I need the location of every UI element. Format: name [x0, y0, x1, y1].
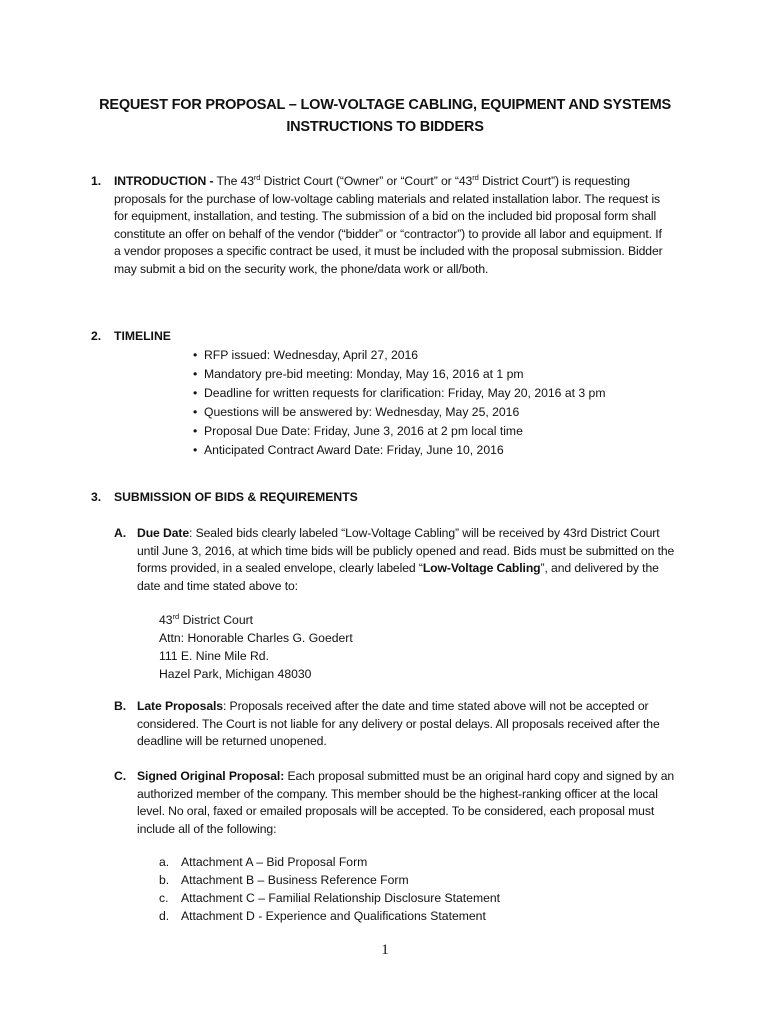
subsection-b-paragraph: Late Proposals: Proposals received after the date and time stated above will not be accepted or considered. The Court is not liable for any delivery or postal delays. All proposals received after the deadline will be returned unopened.: [137, 699, 660, 749]
subsection-c-heading: Signed Original Proposal:: [137, 769, 285, 783]
attachment-item: c. Attachment C – Familial Relationship Disclosure Statement: [159, 891, 501, 905]
subsection-c-paragraph: Signed Original Proposal: Each proposal submitted must be an original hard copy and signed by an authorized member of the company. This member should be the highest-ranking officer at the local level. No oral, faxed or emailed proposals will be accepted. To be considered, each proposal must include all of the following:: [137, 769, 675, 836]
section-1-number: 1.: [91, 174, 102, 188]
bullet-icon: •: [193, 348, 198, 362]
timeline-item: • Anticipated Contract Award Date: Friday, June 10, 2016: [193, 441, 605, 460]
subsection-a-paragraph: Due Date: Sealed bids clearly labeled “Low-Voltage Cabling” will be received by 43rd District Court until June 3, 2016, at which time bids will be publicly opened and read. Bids must be submitted on the forms provided, in a sealed envelope, clearly labeled “Low-Voltage Cabling”, and delivered by the date and time stated above to:: [137, 526, 675, 593]
section-1-paragraph: INTRODUCTION - The 43rd District Court (“Owner” or “Court” or “43rd District Court”) is requesting proposals for the purchase of low-voltage cabling materials and related installation labor. The request is for equipment, installation, and testing. The submission of a bid on the included bid proposal form shall constitute an offer on behalf of the vendor (“bidder” or “contractor”) to provide all labor and equipment. If a vendor proposes a specific contract be used, it must be included with the proposal submission. Bidder may submit a bid on the security work, the phone/data work or all/both.: [114, 172, 663, 276]
subsection-b-heading: Late Proposals: [137, 699, 223, 713]
court-address: [159, 611, 353, 683]
address-line-3: 111 E. Nine Mile Rd.: [159, 649, 269, 663]
attachment-item: b. Attachment B – Business Reference Form: [159, 873, 409, 887]
bullet-icon: •: [193, 443, 198, 457]
section-3-heading: SUBMISSION OF BIDS & REQUIREMENTS: [114, 490, 358, 504]
document-subtitle: INSTRUCTIONS TO BIDDERS: [286, 119, 484, 135]
attachment-item: d. Attachment D - Experience and Qualifications Statement: [159, 909, 486, 923]
document-title: REQUEST FOR PROPOSAL – LOW-VOLTAGE CABLING, EQUIPMENT AND SYSTEMS: [99, 97, 671, 113]
subsection-b-letter: B.: [114, 699, 127, 713]
bullet-icon: •: [193, 386, 198, 400]
timeline-item: • RFP issued: Wednesday, April 27, 2016: [193, 346, 605, 365]
section-3-number: 3.: [91, 490, 102, 504]
section-1-heading: INTRODUCTION -: [114, 174, 214, 188]
address-line-1: 43rd District Court: [159, 611, 254, 627]
section-2-number: 2.: [91, 329, 102, 343]
address-line-2: Attn: Honorable Charles G. Goedert: [159, 631, 353, 645]
timeline-item: • Questions will be answered by: Wednesday, May 25, 2016: [193, 403, 605, 422]
section-2-heading: TIMELINE: [114, 329, 171, 343]
bullet-icon: •: [193, 405, 198, 419]
timeline-item: • Deadline for written requests for clarification: Friday, May 20, 2016 at 3 pm: [193, 384, 605, 403]
timeline-list: [193, 346, 605, 460]
address-line-4: Hazel Park, Michigan 48030: [159, 667, 312, 681]
attachment-list: [159, 853, 500, 925]
subsection-c-letter: C.: [114, 769, 127, 783]
page-number: 1: [381, 942, 389, 958]
subsection-a-letter: A.: [114, 526, 127, 540]
attachment-item: a. Attachment A – Bid Proposal Form: [159, 855, 368, 869]
bullet-icon: •: [193, 424, 198, 438]
timeline-item: • Mandatory pre-bid meeting: Monday, May 16, 2016 at 1 pm: [193, 365, 605, 384]
bullet-icon: •: [193, 367, 198, 381]
subsection-a-heading: Due Date: [137, 526, 190, 540]
timeline-item: • Proposal Due Date: Friday, June 3, 2016 at 2 pm local time: [193, 422, 605, 441]
